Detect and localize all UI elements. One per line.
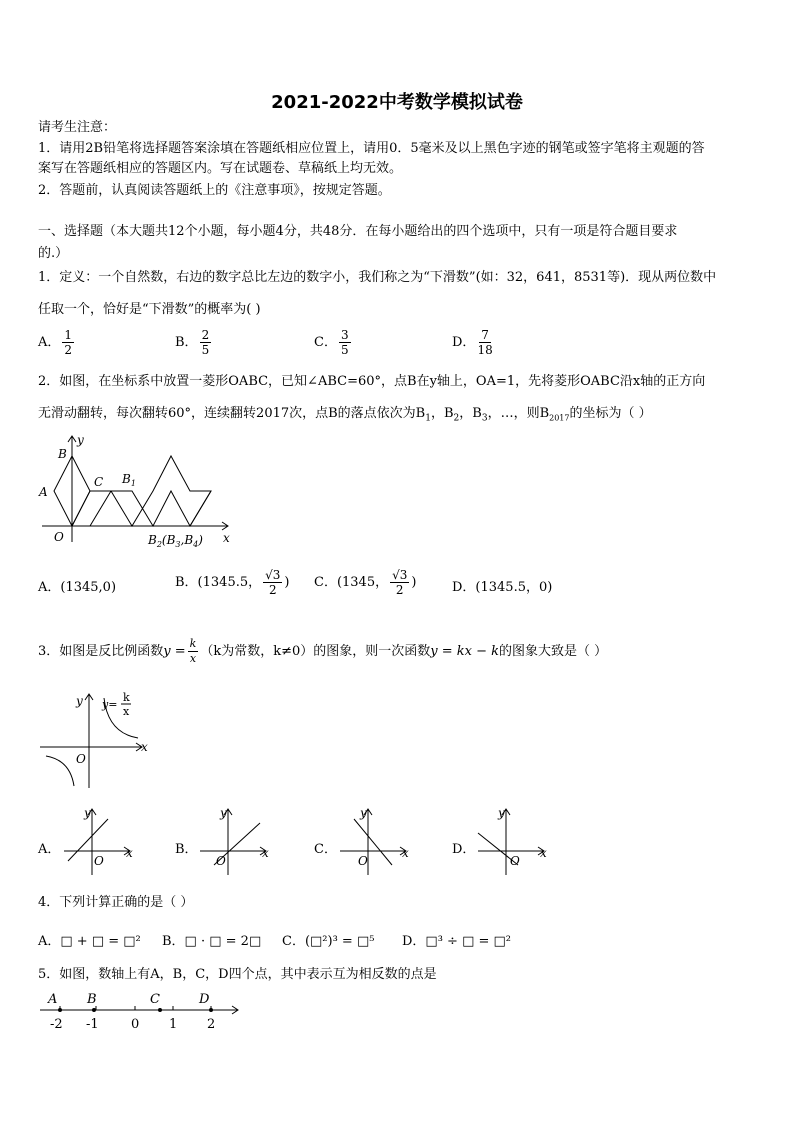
svg-text:O: O (94, 854, 104, 868)
svg-text:y: y (498, 806, 505, 820)
q1-option-b-label: B． (175, 335, 198, 350)
q5-point-b: B (87, 992, 97, 1007)
q5-stem: 5．如图，数轴上有A，B，C，D四个点，其中表示互为相反数的点是 (38, 967, 437, 982)
q4-option-b[interactable]: B．□ · □ = 2□ (162, 934, 262, 949)
section-heading-line-1: 一、选择题（本大题共12个小题，每小题4分，共48分．在每小题给出的四个选项中，只有一项是符合题目要求 (38, 224, 678, 239)
q4-option-c[interactable]: C．(□²)³ = □⁵ (282, 934, 375, 949)
fig2-point-o: O (54, 530, 64, 544)
q2-option-a[interactable]: A．(1345,0) (38, 580, 117, 595)
svg-text:O: O (216, 854, 226, 868)
fig2-point-c: C (94, 475, 104, 489)
q3-option-b-graph[interactable] (196, 803, 276, 878)
q1-option-c-label: C． (314, 335, 337, 350)
q1-stem-line-2: 任取一个，恰好是“下滑数”的概率为( ) (38, 302, 261, 317)
q2-stem-line-1: 2．如图，在坐标系中放置一菱形OABC，已知∠ABC=60°，点B在y轴上，OA=1，先将菱形OABC沿x轴的正方向 (38, 374, 706, 389)
fig2-point-a: A (39, 485, 48, 499)
fig2-point-b2: $B_2(B_3,B_4)$ (148, 533, 203, 549)
q4-stem: 4．下列计算正确的是（ ） (38, 895, 194, 910)
svg-text:x: x (402, 846, 409, 860)
q2-rhombus-figure (30, 430, 250, 555)
q3-option-d-label[interactable]: D． (452, 842, 476, 857)
q2-option-b[interactable]: B．(1345.5， $\frac{√3}{2}$ ) (175, 568, 290, 597)
q1-option-d-fraction: $\frac{7}{18}$ (477, 328, 493, 357)
page-title: 2021-2022中考数学模拟试卷 (271, 92, 523, 113)
q5-number-line (38, 990, 248, 1034)
q1-option-b-fraction: $\frac{2}{5}$ (201, 328, 210, 357)
q5-tick-2: 2 (207, 1017, 216, 1032)
svg-text:x: x (540, 846, 547, 860)
svg-text:y=: y= (102, 698, 118, 711)
q1-option-a[interactable] (38, 328, 76, 357)
q1-option-d[interactable] (452, 328, 495, 357)
q1-option-d-label: D． (452, 335, 476, 350)
q2-option-c[interactable]: C．(1345， $\frac{√3}{2}$ ) (314, 568, 417, 597)
q5-point-a: A (48, 992, 58, 1007)
svg-text:O: O (510, 854, 520, 868)
svg-text:x: x (126, 846, 133, 860)
svg-text:y: y (84, 806, 91, 820)
q5-point-d: D (199, 992, 210, 1007)
q5-tick-0: 0 (131, 1017, 140, 1032)
svg-text:O: O (76, 752, 86, 766)
fig2-x-label: x (223, 531, 230, 545)
fig2-point-b1: $B_1$ (122, 472, 136, 488)
q4-option-a[interactable]: A．□ + □ = □² (38, 934, 141, 949)
q3-hyperbola-figure (38, 688, 153, 790)
q5-point-c: C (150, 992, 160, 1007)
notice-heading: 请考生注意： (38, 120, 117, 135)
svg-text:k: k (123, 691, 130, 704)
notice-line-3: 2．答题前，认真阅读答题纸上的《注意事项》，按规定答题。 (38, 183, 391, 198)
q1-option-a-fraction: $\frac{1}{2}$ (64, 328, 73, 357)
section-heading-line-2: 的.） (38, 246, 69, 261)
q4-option-d[interactable]: D．□³ ÷ □ = □² (402, 934, 512, 949)
q5-tick-1: 1 (169, 1017, 178, 1032)
svg-text:y: y (360, 806, 367, 820)
q3-option-a-graph[interactable] (60, 803, 140, 878)
q5-tick-neg1: -1 (86, 1017, 99, 1032)
q1-stem-line-1: 1．定义：一个自然数，右边的数字总比左边的数字小，我们称之为“下滑数”(如：32，641，8531等)．现从两位数中 (38, 270, 717, 285)
notice-line-1: 1．请用2B铅笔将选择题答案涂填在答题纸相应位置上，请用0．5毫米及以上黑色字迹的钢笔或签字笔将主观题的答 (38, 141, 705, 156)
q3-option-a-label[interactable]: A． (38, 842, 61, 857)
q5-tick-neg2: -2 (50, 1017, 63, 1032)
q1-option-a-label: A． (38, 335, 61, 350)
q2-option-d[interactable]: D．(1345.5，0) (452, 580, 553, 595)
svg-text:y: y (76, 694, 83, 708)
q3-option-c-graph[interactable] (336, 803, 416, 878)
svg-text:x: x (262, 846, 269, 860)
svg-text:x: x (141, 740, 148, 754)
q3-option-c-label[interactable]: C． (314, 842, 337, 857)
q1-option-c[interactable] (314, 328, 353, 357)
q3-option-b-label[interactable]: B． (175, 842, 198, 857)
svg-text:x: x (123, 705, 130, 718)
svg-text:y: y (220, 806, 227, 820)
q1-option-b[interactable] (175, 328, 213, 357)
svg-text:O: O (358, 854, 368, 868)
q3-option-d-graph[interactable] (474, 803, 554, 878)
q2-stem-line-2: 无滑动翻转，每次翻转60°，连续翻转2017次，点B的落点依次为$B_1$，$B_2$，$B_3$，…，则$B_{2017}$的坐标为（ ） (38, 406, 652, 424)
notice-line-2: 案写在答题纸相应的答题区内。写在试题卷、草稿纸上均无效。 (38, 161, 403, 176)
fig2-point-b: B (58, 447, 67, 461)
fig2-y-label: y (77, 433, 84, 447)
q1-option-c-fraction: $\frac{3}{5}$ (340, 328, 349, 357)
q3-stem: 3．如图是反比例函数y = $\frac{k}{x}$ （k为常数，k≠0）的图象，则一次函数y = kx − k的图象大致是（ ） (38, 637, 608, 665)
